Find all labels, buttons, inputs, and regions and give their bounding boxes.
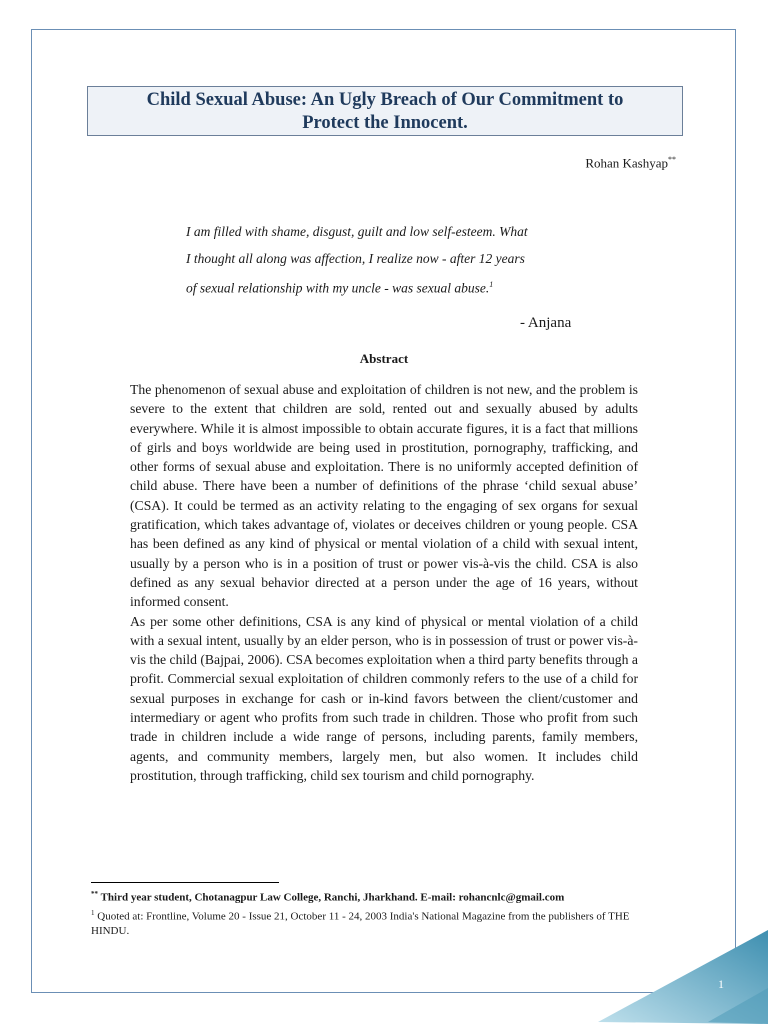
page-number: 1 [718,977,724,991]
footnote-separator [91,882,279,883]
footnote-1 [91,906,661,940]
footnotes [91,887,661,939]
footnote-author-marker: ** [91,890,98,898]
epigraph-attribution: - Anjana [520,315,572,331]
page-corner-decoration [598,930,768,1024]
author-name [585,155,676,171]
abstract-paragraph-2: As per some other definitions, CSA is any kind of physical or mental violation of a child with a sexual intent, usually by an elder person, who is in possession of trust or power vis-à-vis the child (Bajpai, 2006). CSA becomes exploitation when a third party benefits through a profit. Commercial sexual exploitation of children commonly refers to the use of a child for sexual purposes in exchange for cash or in-kind favors between the client/customer and intermediary or agent who profits from such trade in children. Those who profit from such trade in children include a wide range of persons, including parents, family members, agents, and community members, largely men, but also women. It includes child prostitution, through trafficking, child sex tourism and child pornography. [130,613,638,783]
epigraph-quote [186,219,586,302]
abstract-heading: Abstract [359,351,409,366]
epigraph-line-2: I thought all along was affection, I realize now - after 12 years [186,250,525,266]
title-box [87,86,683,136]
abstract-paragraph-1: The phenomenon of sexual abuse and exploitation of children is not new, and the problem is severe to the extent that children are sold, rented out and sexually abused by adults everywhere. While it is almost impossible to obtain accurate figures, it is a fact that millions of girls and boys worldwide are being used in prostitution, pornography, trafficking, and other forms of sexual abuse and exploitation. There is no uniformly accepted definition of child abuse. There have been a number of definitions of the phrase ‘child sexual abuse’ (CSA). It could be termed as an activity relating to the engaging of sex organs for sexual gratification, which takes advantage of, violates or deceives children or young people. CSA has been defined as any kind of physical or mental violation of a child with sexual intent, usually by a person who is in a position of trust or power vis-à-vis the child. CSA is also defined as any sexual behavior directed at a person under the age of 16 years, without informed consent. [130,382,638,610]
footnote-author [91,887,661,906]
author-name-text: Rohan Kashyap [585,155,668,171]
footnote-1-marker: 1 [91,908,95,917]
epigraph-line-3-text: of sexual relationship with my uncle - was sexual abuse. [186,280,490,296]
footnote-author-text: Third year student, Chotanagpur Law College, Ranchi, Jharkhand. E-mail: rohancnlc@gmail.com [100,891,565,904]
title-line-1: Child Sexual Abuse: An Ugly Breach of Our Commitment to [146,90,624,110]
author-footnote-marker: ** [668,155,676,164]
title-line-2: Protect the Innocent. [302,113,468,133]
epigraph-line-3 [186,272,586,302]
abstract-body [130,380,638,785]
epigraph-footnote-ref: 1 [489,280,494,289]
epigraph-line-1: I am filled with shame, disgust, guilt and low self-esteem. What [186,224,528,239]
footnote-1-text: Quoted at: Frontline, Volume 20 - Issue 21, October 11 - 24, 2003 India's National Magazine from the publishers of THE HINDU. [91,910,630,938]
